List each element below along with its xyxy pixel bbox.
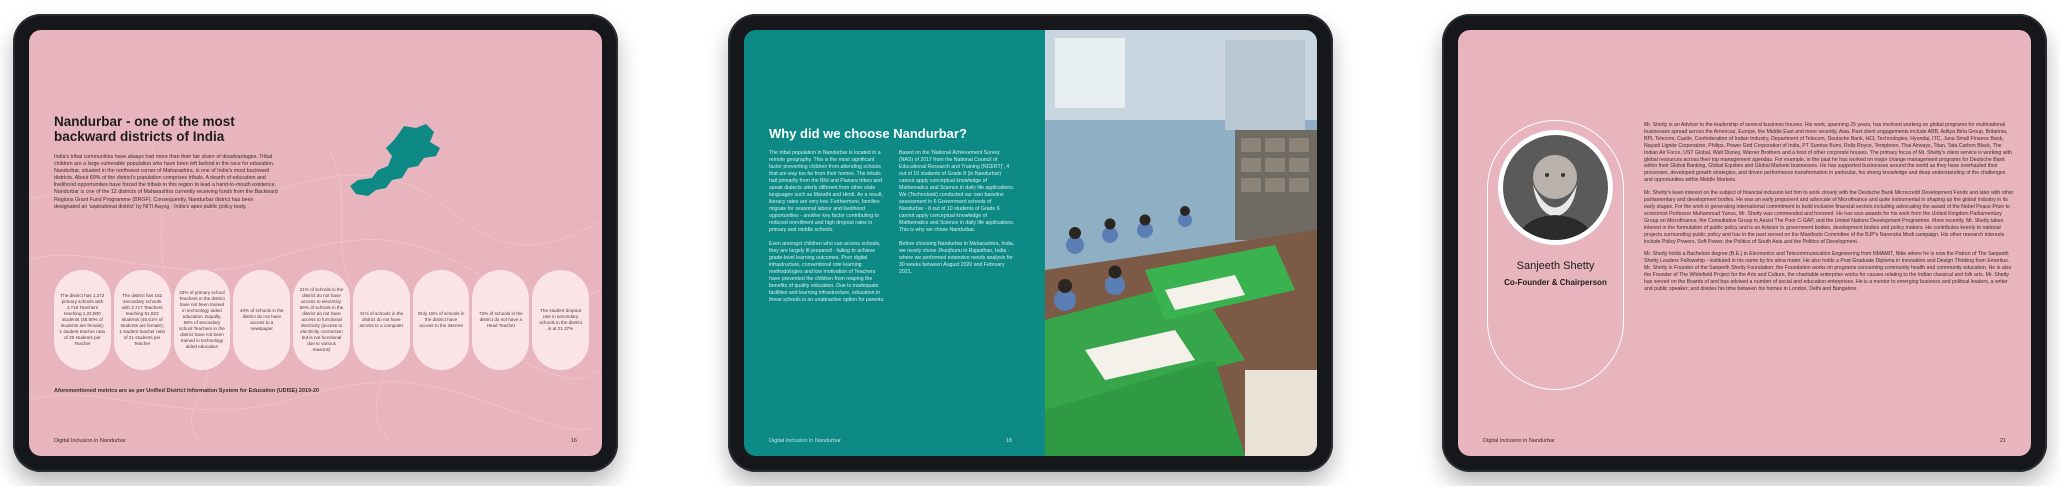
paragraph: The tribal population in Nandurbar is located in a remote geography. This is the most significant factor preventing children from attending schools that are way too far from their homes. The tribals hail primarily from the Bhil and Pawara tribes and speak dialects utterly different from other state languages such as Marathi and Hindi. As a result, literacy rates are very low. Furthermore, families migrate for seasonal labour and livelihood opportunities - another key factor contributing to reduced enrollment and high dropout rates in primary and middle schools. — [769, 150, 883, 233]
paragraph: Mr. Shetty is an Advisor to the leadership of several business houses. His work, spanning 25 years, has involved working on global programs for multinational businesses spread across the Americas, Europe, the Middle East and more recently, Asia. Past client engagements include ABB, Aditya Birla Group, Britannia, BPL Telecom, Castle, Confederation of Indian Industry, Department of Telecom, Deutsche Bank, HCL Technologies, Hyundai, ITC, Jana Small Finance Bank, Nayadi Lignite Corporation, Philips, Power Grid Corporation of India, PT Sunrise Bumi, Rolls Royce, Templeton, Thai Airways, Titan, Tata Carbon Black, The Indian Air Force, UST Global, Walt Disney, Warner Brothers and a host of other corporate houses. The primary focus of Mr. Shetty's client service is working with global resources across their top management agendas. For example, in the past he has worked on major change management programs for Deutsche Bank within their Global Banking, Global Equities and Global Markets businesses. He has supported businesses around the world as they have overhauled their processes, developed growth strategies, and driven performance transformation in particular, his strong knowledge and deep understanding of the challenges and opportunities within Middle Markets. — [1644, 122, 2012, 184]
page-title: Why did we choose Nandurbar? — [769, 126, 967, 141]
page-number: 21 — [1999, 438, 2006, 444]
paragraph: Even amongst children who can access schools, they are largely ill-prepared - failing to achieve grade-level learning outcomes. Poor digital infrastructure, conventional rote learning methodologies and low motivation of Teachers have prevented the children from reaping the benefits of quality education. Due to inadequate facilities and learning infrastructure, education in these schools is an unattractive option for parents. — [769, 241, 885, 303]
profile-photo — [1498, 130, 1613, 245]
page-number: 18 — [1005, 438, 1012, 444]
source-note: Aforementioned metrics are as per Unified District Information System for Education (UDISE) 2019-20 — [54, 388, 319, 394]
paragraph: Mr. Shetty holds a Bachelors degree (B.E.) in Electronics and Telecommunication Engineering from NMAMIT, Nitte where he is now the Patron of The Sanjeeth Shetty Leaders Fellowship - instituted in his name by his alma mater. He also holds a Post-Graduate Diploma in Innovation and Design Thinking from Emeritus. Mr. Shetty is Founder of the Sanjeeth Shetty Foundation; the Foundation works on programs concerning community health and community education. He is also the Founder of The Whitefield Project for the Arts and Culture, the charitable enterprise works for causes relating to the Indian classical and folk arts. Mr. Shetty has served on the Boards of and has advised a number of social and education enterprises. He is a mentor to emerging business and political leaders, a writer and public speaker; and divides his time between his homes in London, Delhi and Bangalore. — [1644, 251, 2012, 292]
stat-pill: 41% of schools in the district do not have access to a computer — [353, 270, 410, 370]
district-stats-row — [54, 270, 589, 370]
classroom-photo — [1045, 30, 1317, 456]
page-21 — [1458, 30, 2031, 456]
page-16 — [29, 30, 602, 456]
paragraph: Before choosing Nandurbar in Maharashtra, India, we nearly chose Jhunjhunu in Rajasthan, India - where we performed extensive needs analysis for 30 weeks between August 2020 and February 2021. — [899, 241, 1015, 275]
text-column-right — [899, 150, 1015, 283]
tablet-page-18 — [728, 14, 1333, 472]
nandurbar-district-map — [346, 122, 446, 202]
portrait-image — [1503, 135, 1608, 240]
stat-pill: 40% of schools in the district do not have access to a newspaper — [233, 270, 290, 370]
intro-paragraph: India's tribal communities have always had more than their fair share of disadvantages. Tribal children are a large vulnerable population who have been left behind in the race for education. Nandurbar, situated in the northwest corner of Maharashtra, is one of India's most backward districts. About 69% of the district's population comprises tribals. A dearth of education and livelihood opportunities have forced the tribals in this region to lead a hand-to-mouth existence. Nandurbar is one of the 12 districts of Maharashtra currently receiving funds from the Backward Regions Grant Fund Programme (BRGF). Consequently, Nandurbar district has been designated an 'aspirational district' by NITI Aayog - India's apex public policy body. — [54, 154, 278, 210]
stat-pill: 43% of primary school Teachers in the district have not been trained in technology aided education. Equally, 58% of secondary school Teachers in the district have not been trained in technology aided education — [174, 270, 231, 370]
footer-title: Digital Inclusion in Nandurbar — [1483, 438, 1555, 444]
person-role: Co-Founder & Chairperson — [1504, 278, 1607, 287]
stat-pill: The student dropout rate in secondary schools in the district is at 21.37% — [532, 270, 589, 370]
stat-pill: The district has 1,372 primary schools with 4,716 Teachers teaching 1,22,800 students (48.90% of students are female); 1 student teacher ratio of 25 students per Teacher — [54, 270, 111, 370]
paragraph: Mr. Shetty's keen interest on the subject of financial inclusion led him to work closely with the Deutsche Bank Microcredit Development Funds and later with other parliamentary and development bodies. He was an early proponent and advocate of Microfinance and quite instrumental in shaping up the global industry in its early stages. For the work in generating international commitment to build inclusive financial sectors including advocating the award of the Nobel Peace Prize to economist Professor Muhammad Yunus, Mr. Shetty was commended and honored. He has won awards for his work from the United Kingdom Parliamentary Group on Microfinance, the Consultative Group to Assist The Poor C-GAP, and the United Nations Development Programme. More recently, Mr. Shetty takes interest in the formulation of public policy and is an Advisor to government bodies, development bodies and policy makers. He contributes keenly to national projects surrounding public policy and has in the past served on the Manifesto Committee of the BJP's Narendra Modi campaign. His other research interests include Policy Powers, Soft Power, the Politics of South Asia and the Politics of Development. — [1644, 190, 2014, 245]
page-number: 16 — [570, 438, 577, 444]
biography — [1644, 122, 2014, 299]
page-title: Nandurbar - one of the most backward districts of India — [54, 114, 235, 144]
paragraph: Based on the 'National Achievement Survey (NAS) of 2017 from the National Council of Educational Research and Training (NCERT)', 4 out of 10 students of Grade 8 (in Nandurbar) cannot apply conceptual knowledge of Mathematics and Science in daily life applications. We (Technotask) conducted our own baseline assessment in 6 Government schools of Nandurbar - 8 out of 10 students of Grade 6 cannot apply conceptual knowledge of Mathematics and Science in daily life applications. This is why we chose Nandurbar. — [899, 150, 1015, 233]
stat-pill: 21% of schools in the district do not have access to electricity. 56% of schools in the district do not have access to functional electricity (access to electricity connection but is not functional due to various reasons) — [293, 270, 350, 370]
page-18 — [744, 30, 1317, 456]
text-column-left — [769, 150, 885, 311]
tablet-page-21 — [1442, 14, 2047, 472]
stat-pill: 72% of schools in the district do not have a Head Teacher — [472, 270, 529, 370]
person-name: Sanjeeth Shetty — [1516, 260, 1595, 272]
tablet-page-16 — [13, 14, 618, 472]
stat-pill: The district has 152 secondary schools with 2,717 Teachers teaching 51,923 students (45.61% of students are female); 1 student teacher ratio of 21 students per Teacher — [114, 270, 171, 370]
footer-title: Digital Inclusion in Nandurbar — [769, 438, 841, 444]
stat-pill: Only 18% of schools in the district have access to the internet — [413, 270, 470, 370]
footer-title: Digital Inclusion in Nandurbar — [54, 438, 126, 444]
